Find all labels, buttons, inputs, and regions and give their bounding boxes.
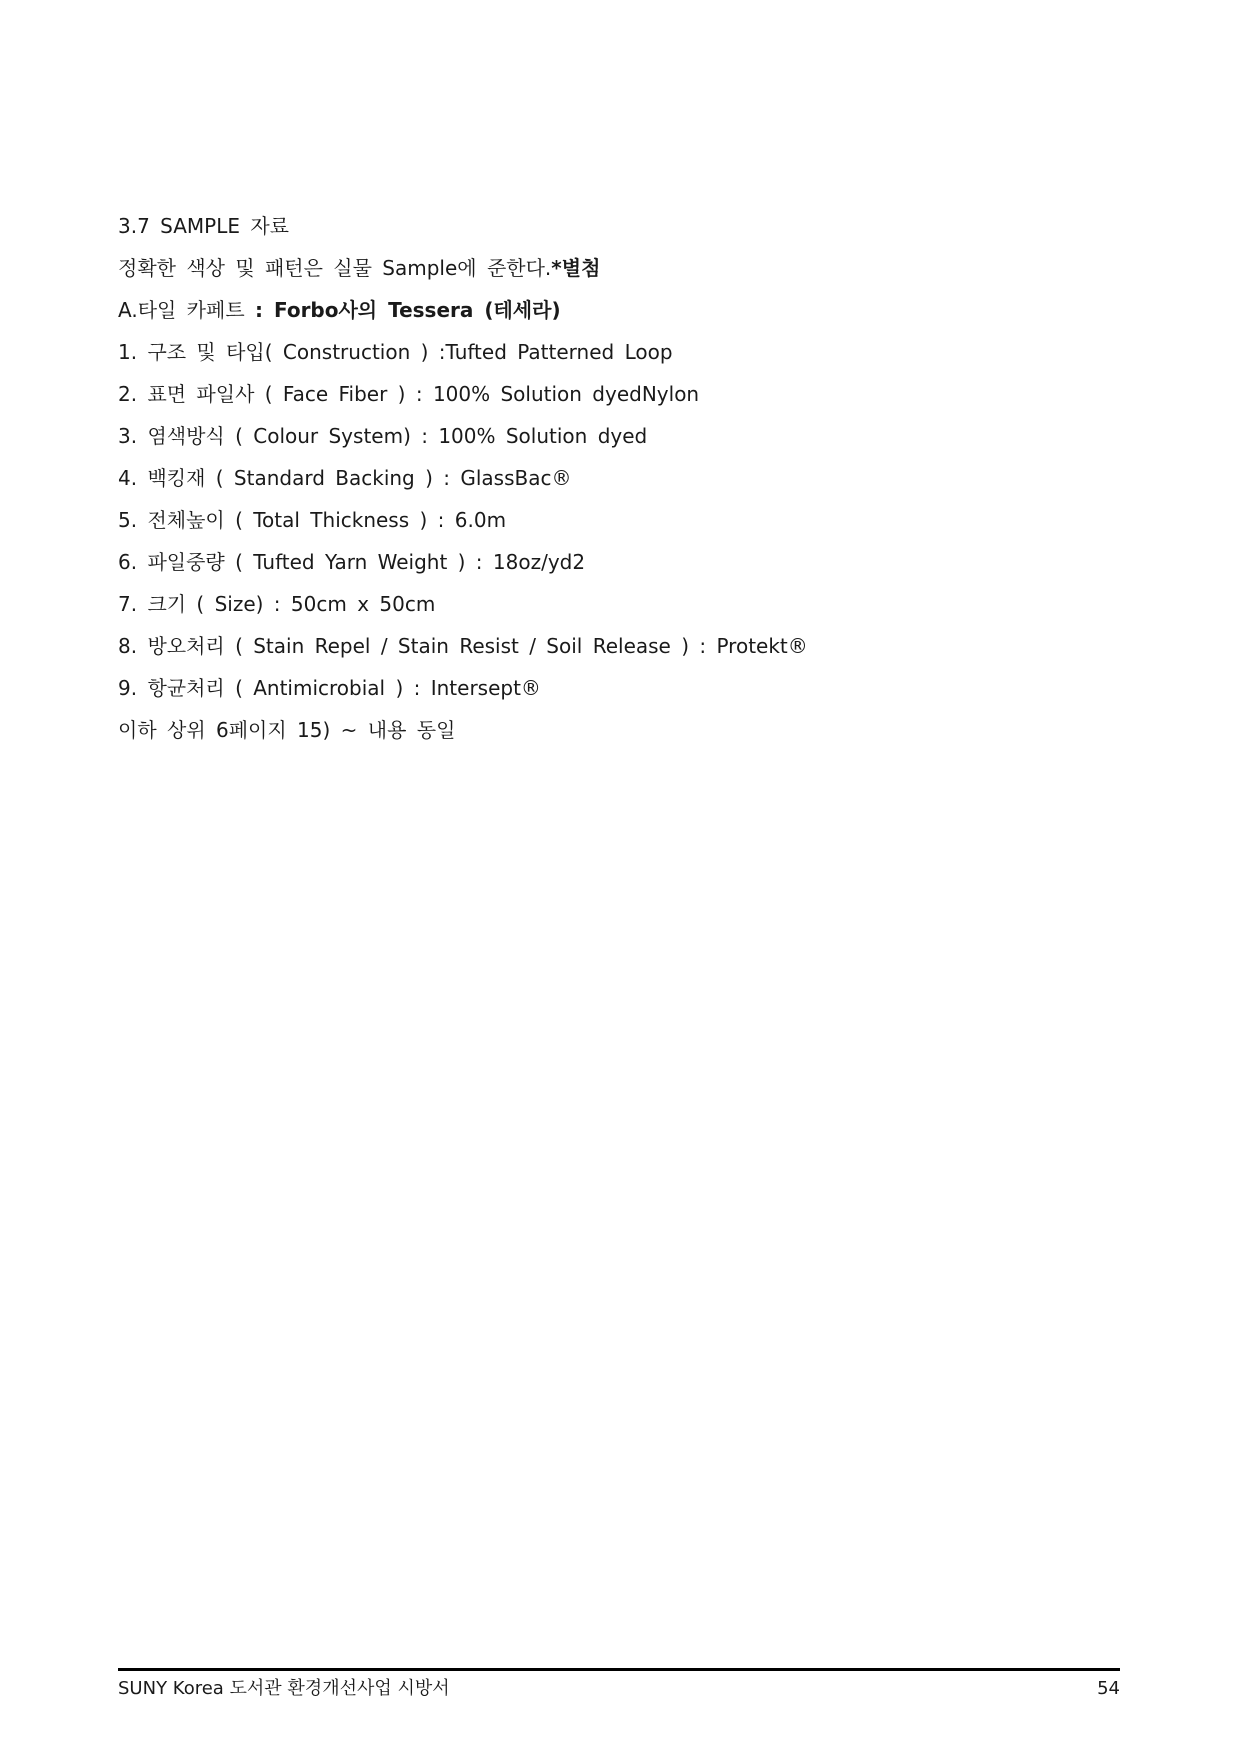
spec-item-6: 6. 파일중량 ( Tufted Yarn Weight ) : 18oz/yd2 bbox=[118, 550, 586, 574]
subheading-line bbox=[118, 289, 1118, 331]
spec-item-8: 8. 방오처리 ( Stain Repel / Stain Resist / Soil Release ) : Protekt® bbox=[118, 634, 808, 658]
spec-item-3: 3. 염색방식 ( Colour System) : 100% Solution dyed bbox=[118, 424, 648, 448]
footer-page-number: 54 bbox=[1097, 1678, 1120, 1699]
spec-item-2: 2. 표면 파일사 ( Face Fiber ) : 100% Solution dyedNylon bbox=[118, 382, 700, 406]
intro-emphasis: *별첨 bbox=[551, 256, 601, 280]
page-content bbox=[118, 205, 1118, 751]
spec-item-4: 4. 백킹재 ( Standard Backing ) : GlassBac® bbox=[118, 466, 572, 490]
footer-divider bbox=[118, 1668, 1120, 1671]
subheading-prefix: A.타일 카페트 bbox=[118, 298, 256, 322]
spec-item-1: 1. 구조 및 타입( Construction ) :Tufted Patterned Loop bbox=[118, 340, 673, 364]
intro-line bbox=[118, 247, 1118, 289]
section-title: 3.7 SAMPLE 자료 bbox=[118, 214, 290, 238]
intro-text: 정확한 색상 및 패턴은 실물 Sample에 준한다. bbox=[118, 256, 552, 280]
footer-document-title: SUNY Korea 도서관 환경개선사업 시방서 bbox=[118, 1678, 450, 1699]
subheading-bold: : Forbo사의 Tessera (테세라) bbox=[255, 298, 561, 322]
closing-note: 이하 상위 6페이지 15) ~ 내용 동일 bbox=[118, 718, 456, 742]
spec-item-5: 5. 전체높이 ( Total Thickness ) : 6.0m bbox=[118, 508, 507, 532]
spec-item-7: 7. 크기 ( Size) : 50cm x 50cm bbox=[118, 592, 436, 616]
spec-item-9: 9. 항균처리 ( Antimicrobial ) : Intersept® bbox=[118, 676, 541, 700]
